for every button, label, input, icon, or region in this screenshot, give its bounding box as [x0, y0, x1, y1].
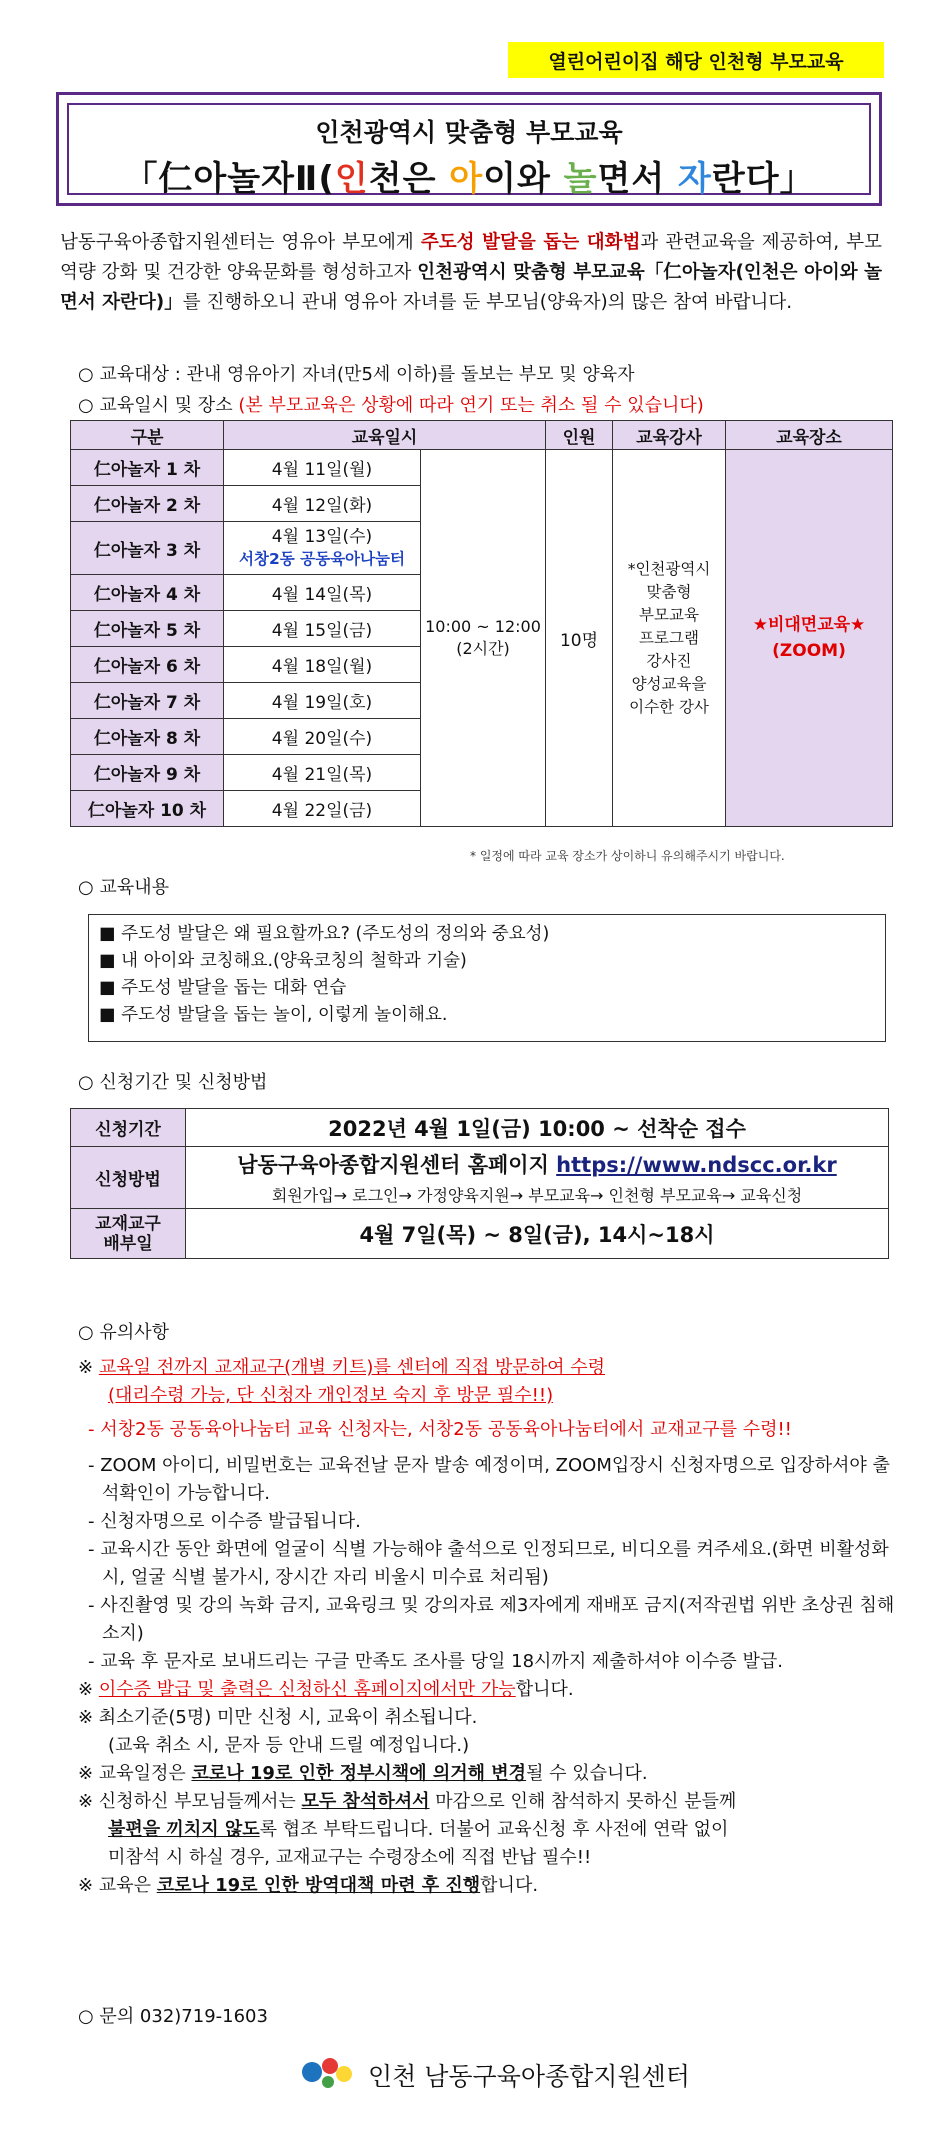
round-cell: 仁아놀자 8 차 — [71, 719, 224, 755]
round-cell: 仁아놀자 4 차 — [71, 575, 224, 611]
time-cell: 10:00 ~ 12:00 (2시간) — [421, 450, 546, 827]
round-cell: 仁아놀자 6 차 — [71, 647, 224, 683]
header-round: 구분 — [71, 421, 224, 450]
title-line1: 인천광역시 맞춤형 부모교육 — [315, 118, 623, 147]
list-item: ■ 주도성 발달을 돕는 대화 연습 — [99, 978, 347, 998]
date-cell: 4월 21일(목) — [224, 755, 421, 791]
round-cell: 仁아놀자 3 차 — [71, 522, 224, 575]
title-box — [56, 92, 882, 206]
list-item: ■ 주도성 발달을 돕는 놀이, 이렇게 놀이해요. — [99, 1005, 448, 1025]
target-line: ○ 교육대상 : 관내 영유아기 자녀(만5세 이하)를 돌보는 부모 및 양육자 — [78, 364, 635, 385]
caution-heading: ○ 유의사항 — [78, 1322, 169, 1343]
date-cell: 4월 12일(화) — [224, 486, 421, 522]
method-label: 신청방법 — [71, 1147, 186, 1209]
footer-center-name: 인천 남동구육아종합지원센터 — [368, 2062, 690, 2091]
schedule-table — [70, 420, 893, 827]
apply-table — [70, 1108, 889, 1259]
instructor-cell: *인천광역시 맞춤형 부모교육 프로그램 강사진 양성교육을 이수한 강사 — [613, 450, 726, 827]
period-value: 2022년 4월 1일(금) 10:00 ~ 선착순 접수 — [186, 1109, 889, 1147]
round-cell: 仁아놀자 1 차 — [71, 450, 224, 486]
intro-paragraph: 남동구육아종합지원센터는 영유아 부모에게 주도성 발달을 돕는 대화법과 관련교육을 제공하여, 부모 역량 강화 및 건강한 양육문화를 형성하고자 인천광역시 맞춤형 부모교육「仁아놀자(인천은 아이와 놀면서 자란다)」를 진행하오니 관내 영유아 자녀를 둔 부모님(양육자)의 많은 참여 바랍니다. — [60, 232, 882, 313]
footer — [300, 2052, 690, 2098]
date-cell: 4월 20일(수) — [224, 719, 421, 755]
list-item: ■ 주도성 발달은 왜 필요할까요? (주도성의 정의와 중요성) — [99, 924, 550, 944]
schedule-note: * 일정에 따라 교육 장소가 상이하니 유의해주시기 바랍니다. — [470, 849, 785, 863]
header-place: 교육장소 — [726, 421, 893, 450]
capacity-cell: 10명 — [546, 450, 613, 827]
round-cell: 仁아놀자 2 차 — [71, 486, 224, 522]
contents-heading: ○ 교육내용 — [78, 877, 169, 898]
header-datetime: 교육일시 — [224, 421, 546, 450]
date-cell: 4월 13일(수) 서창2동 공동육아나눔터 — [224, 522, 421, 575]
center-logo-icon — [300, 2052, 356, 2098]
round-cell: 仁아놀자 9 차 — [71, 755, 224, 791]
contact-line: ○ 문의 032)719-1603 — [78, 2006, 268, 2027]
method-value: 남동구육아종합지원센터 홈페이지 https://www.ndscc.or.kr 회원가입→ 로그인→ 가정양육지원→ 부모교육→ 인천형 부모교육→ 교육신청 — [186, 1147, 889, 1209]
kit-value: 4월 7일(목) ~ 8일(금), 14시~18시 — [186, 1209, 889, 1259]
date-cell: 4월 11일(월) — [224, 450, 421, 486]
caution-list: ※ 교육일 전까지 교재교구(개별 키트)를 센터에 직접 방문하여 수령 (대리수령 가능, 단 신청자 개인정보 숙지 후 방문 필수!!) - 서창2동 공동육아나눔터 교육 신청자는, 서창2동 공동육아나눔터에서 교재교구를 수령!! - ZOOM 아이디, 비밀번호는 교육전날 문자 발송 예정이며, ZOOM입장시 신청자명으로 입장하셔야 출석확인이 가능합니다. - 신청자명으로 이수증 발급됩니다. - 교육시간 동안 화면에 얼굴이 식별 가능해야 출석으로 인정되므로, 비디오를 켜주세요.(화면 비활성화시, 얼굴 식별 불가시, 장시간 자리 비울시 미수료 처리됨) - 사진촬영 및 강의 녹화 금지, 교육링크 및 강의자료 제3자에게 재배포 금지(저작권법 위반 초상권 침해 소지) - 교육 후 문자로 보내드리는 구글 만족도 조사를 당일 18시까지 제출하셔야 이수증 발급. ※ 이수증 발급 및 출력은 신청하신 홈페이지에서만 가능합니다. ※ 최소기준(5명) 미만 신청 시, 교육이 취소됩니다. (교육 취소 시, 문자 등 안내 드릴 예정입니다.) ※ 교육일정은 코로나 19로 인한 정부시책에 의거해 변경될 수 있습니다. ※ 신청하신 부모님들께서는 모두 참석하셔서 마감으로 인해 참석하지 못하신 분들께 불편을 끼치지 않도록 협조 부탁드립니다. 더불어 교육신청 후 사전에 연락 없이 미참석 시 하실 경우, 교재교구는 수령장소에 직접 반납 필수!! ※ 교육은 코로나 19로 인한 방역대책 마련 후 진행합니다. — [78, 1357, 895, 1896]
list-item: ■ 내 아이와 코칭해요.(양육코칭의 철학과 기술) — [99, 951, 467, 971]
round-cell: 仁아놀자 10 차 — [71, 791, 224, 827]
date-cell: 4월 14일(목) — [224, 575, 421, 611]
datetime-line: ○ 교육일시 및 장소 (본 부모교육은 상황에 따라 연기 또는 취소 될 수 있습니다) — [78, 395, 704, 416]
date-cell: 4월 22일(금) — [224, 791, 421, 827]
date-cell: 4월 19일(호) — [224, 683, 421, 719]
title-line2: 「仁아놀자Ⅱ(인천은 아이와 놀면서 자란다」 — [123, 159, 815, 199]
contents-box — [88, 914, 886, 1042]
top-badge: 열린어린이집 해당 인천형 부모교육 — [508, 42, 884, 78]
date-cell: 4월 15일(금) — [224, 611, 421, 647]
homepage-link[interactable]: https://www.ndscc.or.kr — [556, 1153, 837, 1177]
header-instructor: 교육강사 — [613, 421, 726, 450]
date-cell: 4월 18일(월) — [224, 647, 421, 683]
kit-label: 교재교구 배부일 — [71, 1209, 186, 1259]
round-cell: 仁아놀자 7 차 — [71, 683, 224, 719]
round-cell: 仁아놀자 5 차 — [71, 611, 224, 647]
header-capacity: 인원 — [546, 421, 613, 450]
period-label: 신청기간 — [71, 1109, 186, 1147]
apply-heading: ○ 신청기간 및 신청방법 — [78, 1072, 268, 1093]
place-cell: ★비대면교육★ (ZOOM) — [726, 450, 893, 827]
